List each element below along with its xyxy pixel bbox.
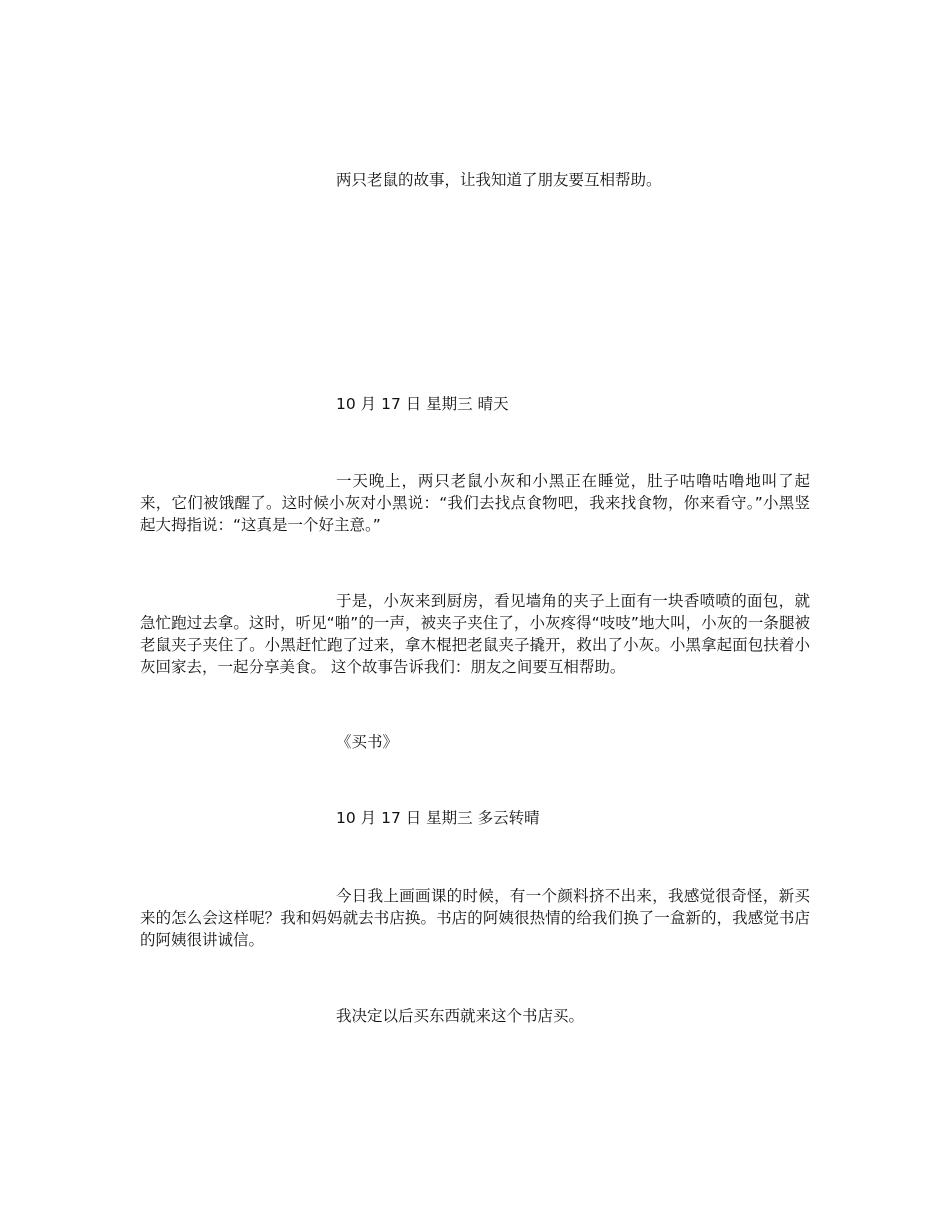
diary-date-2: 10 月 17 日 星期三 多云转晴 (336, 809, 540, 827)
story-conclusion-line: 两只老鼠的故事，让我知道了朋友要互相帮助。 (336, 171, 662, 189)
paragraph-mice-night: 一天晚上，两只老鼠小灰和小黑正在睡觉，肚子咕噜咕噜地叫了起来，它们被饿醒了。这时候小灰对小黑说：“我们去找点食物吧，我来找食物，你来看守。”小黑竖起大拇指说：“这真是一个好主意。” (140, 472, 810, 534)
diary-date-1: 10 月 17 日 星期三 晴天 (336, 395, 509, 413)
paragraph-mice-kitchen: 于是，小灰来到厨房，看见墙角的夹子上面有一块香喷喷的面包，就急忙跑过去拿。这时，听见“啪”的一声，被夹子夹住了，小灰疼得“吱吱”地大叫，小灰的一条腿被老鼠夹子夹住了。小黑赶忙跑了过来，拿木棍把老鼠夹子撬开，救出了小灰。小黑拿起面包扶着小灰回家去，一起分享美食。 这个故事告诉我们：朋友之间要互相帮助。 (140, 592, 810, 676)
paragraph-bookstore: 今日我上画画课的时候，有一个颜料挤不出来，我感觉很奇怪，新买来的怎么会这样呢？我和妈妈就去书店换。书店的阿姨很热情的给我们换了一盒新的，我感觉书店的阿姨很讲诚信。 (140, 887, 810, 949)
closing-line: 我决定以后买东西就来这个书店买。 (336, 1007, 585, 1025)
essay-title-buy-book: 《买书》 (336, 733, 399, 751)
